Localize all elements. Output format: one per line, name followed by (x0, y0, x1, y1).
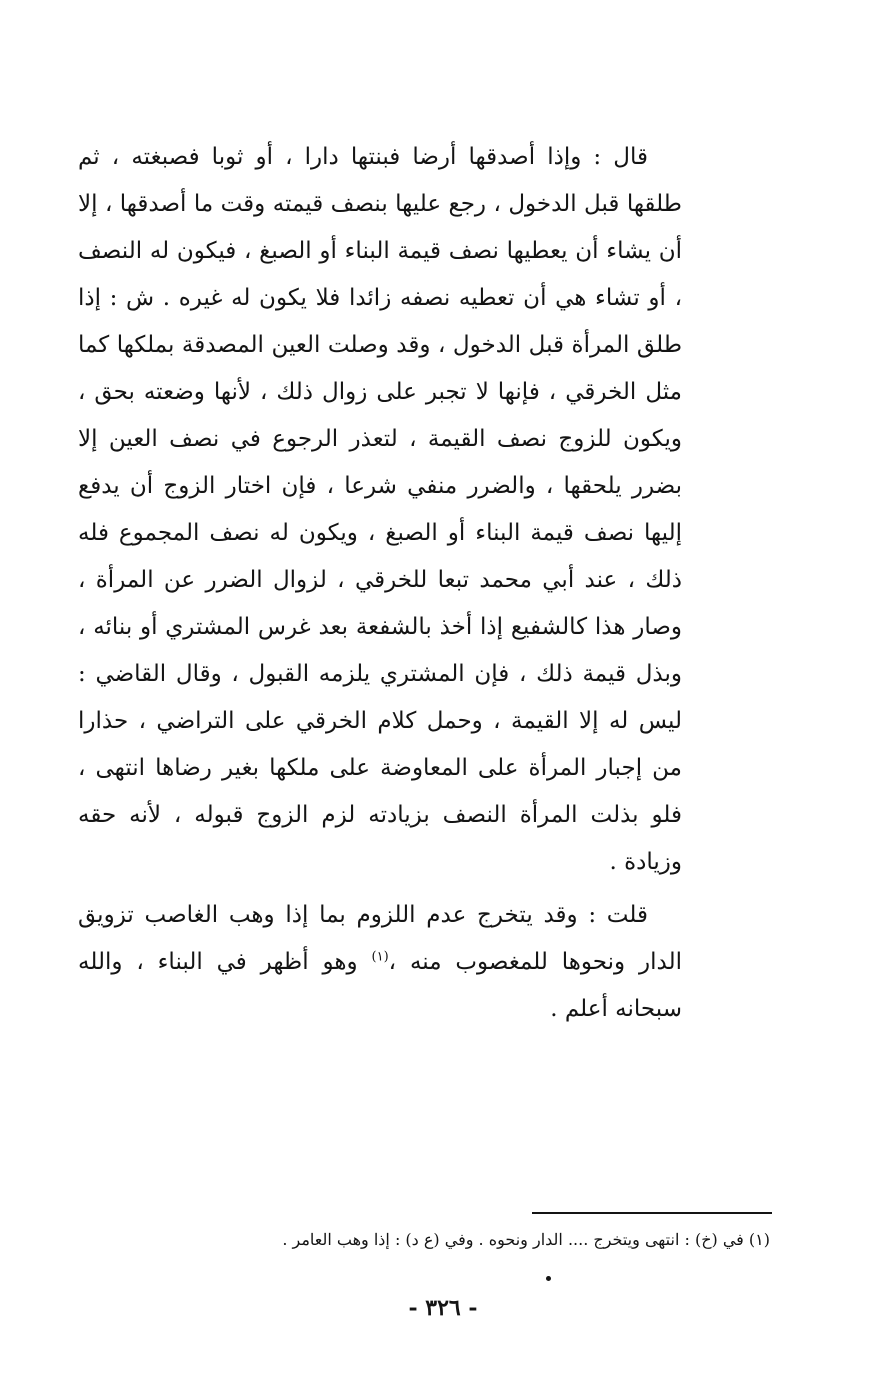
main-paragraph: قال : وإذا أصدقها أرضا فبنتها دارا ، أو ثوبا فصبغته ، ثم طلقها قبل الدخول ، رجع عليها بنصف قيمته وقت ما أصدقها ، إلا أن يشاء أن يعطيها نصف قيمة البناء أو الصبغ ، فيكون له النصف ، أو تشاء هي أن تعطيه نصفه زائدا فلا يكون له غيره . ش : إذا طلق المرأة قبل الدخول ، وقد وصلت العين المصدقة بملكها كما مثل الخرقي ، فإنها لا تجبر على زوال ذلك ، لأنها وضعته بحق ، ويكون للزوج نصف القيمة ، لتعذر الرجوع في نصف العين إلا بضرر يلحقها ، والضرر منفي شرعا ، فإن اختار الزوج أن يدفع إليها نصف قيمة البناء أو الصبغ ، ويكون له نصف المجموع فله ذلك ، عند أبي محمد تبعا للخرقي ، لزوال الضرر عن المرأة ، وصار هذا كالشفيع إذا أخذ بالشفعة بعد غرس المشتري أو بنائه ، وبذل قيمة ذلك ، فإن المشتري يلزمه القبول ، وقال القاضي : ليس له إلا القيمة ، وحمل كلام الخرقي على التراضي ، حذارا من إجبار المرأة على المعاوضة على ملكها بغير رضاها انتهى ، فلو بذلت المرأة النصف بزيادته لزم الزوج قبوله ، لأنه حقه وزيادة . (78, 144, 682, 875)
note-text-before-marker: قلت : وقد يتخرج عدم اللزوم بما إذا وهب الغاصب تزويق الدار ونحوها للمغصوب منه ، (78, 902, 682, 975)
dot-mark (546, 1276, 551, 1281)
footnote: (١) في (خ) : انتهى ويتخرج .... الدار ونحوه . وفي (ع د) : إذا وهب العامر . (282, 1230, 770, 1249)
page-number: - ٣٢٦ - (408, 1295, 478, 1321)
main-text-block (78, 134, 682, 886)
footnote-divider (532, 1212, 772, 1214)
note-paragraph (78, 892, 682, 1033)
note-text-block (78, 892, 682, 1033)
footnote-marker: (١) (371, 949, 389, 965)
note-text-after-marker: وهو أظهر في البناء ، والله سبحانه أعلم . (78, 949, 682, 1022)
